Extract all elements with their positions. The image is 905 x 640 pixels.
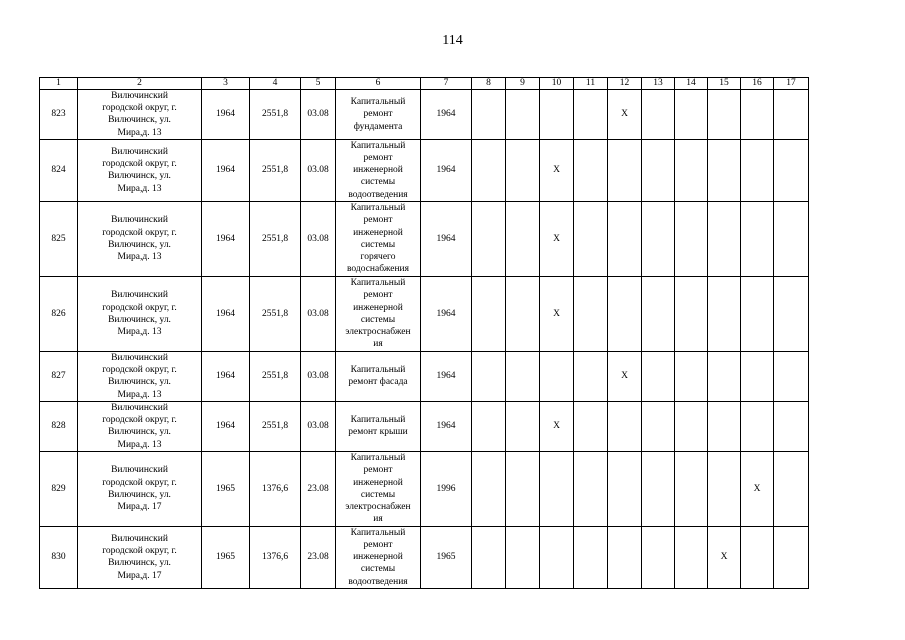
column-header: 5 xyxy=(301,78,336,90)
work-type-cell: Капитальный ремонт инженерной системы водоотведения xyxy=(336,139,421,201)
period-mark-cell xyxy=(774,201,809,276)
area-cell: 1376,6 xyxy=(250,526,301,588)
period-mark-cell xyxy=(642,90,675,140)
area-cell: 2551,8 xyxy=(250,90,301,140)
period-mark-cell xyxy=(608,401,642,451)
table-row xyxy=(40,139,809,201)
work-type-cell: Капитальный ремонт инженерной системы электроснабжен ия xyxy=(336,276,421,351)
year-cell: 1965 xyxy=(421,526,472,588)
period-mark-cell xyxy=(675,401,708,451)
period-mark-cell xyxy=(675,276,708,351)
period-mark-cell xyxy=(472,201,506,276)
column-header: 3 xyxy=(202,78,250,90)
work-type-cell: Капитальный ремонт фасада xyxy=(336,351,421,401)
code-cell: 03.08 xyxy=(301,401,336,451)
period-mark-cell xyxy=(574,276,608,351)
period-mark-cell: X xyxy=(608,90,642,140)
column-header: 8 xyxy=(472,78,506,90)
build-year-cell: 1964 xyxy=(202,90,250,140)
year-cell: 1964 xyxy=(421,401,472,451)
period-mark-cell xyxy=(774,90,809,140)
work-type-cell: Капитальный ремонт инженерной системы горячего водоснабжения xyxy=(336,201,421,276)
period-mark-cell xyxy=(574,351,608,401)
period-mark-cell xyxy=(506,451,540,526)
period-mark-cell: X xyxy=(540,201,574,276)
period-mark-cell: X xyxy=(540,139,574,201)
period-mark-cell: X xyxy=(608,351,642,401)
column-header: 2 xyxy=(78,78,202,90)
period-mark-cell xyxy=(708,201,741,276)
period-mark-cell xyxy=(774,526,809,588)
address-cell: Вилючинский городской округ, г. Вилючинск, ул. Мира,д. 13 xyxy=(78,201,202,276)
table-row xyxy=(40,276,809,351)
period-mark-cell xyxy=(472,139,506,201)
area-cell: 2551,8 xyxy=(250,401,301,451)
period-mark-cell xyxy=(675,139,708,201)
period-mark-cell xyxy=(472,451,506,526)
period-mark-cell xyxy=(608,276,642,351)
address-cell: Вилючинский городской округ, г. Вилючинск, ул. Мира,д. 13 xyxy=(78,401,202,451)
column-header: 15 xyxy=(708,78,741,90)
period-mark-cell xyxy=(708,401,741,451)
period-mark-cell xyxy=(506,526,540,588)
code-cell: 03.08 xyxy=(301,139,336,201)
table-row xyxy=(40,451,809,526)
area-cell: 2551,8 xyxy=(250,201,301,276)
code-cell: 23.08 xyxy=(301,526,336,588)
build-year-cell: 1964 xyxy=(202,351,250,401)
year-cell: 1964 xyxy=(421,139,472,201)
year-cell: 1964 xyxy=(421,276,472,351)
period-mark-cell xyxy=(540,451,574,526)
period-mark-cell xyxy=(574,526,608,588)
column-header: 7 xyxy=(421,78,472,90)
period-mark-cell xyxy=(574,90,608,140)
build-year-cell: 1964 xyxy=(202,201,250,276)
address-cell: Вилючинский городской округ, г. Вилючинск, ул. Мира,д. 13 xyxy=(78,90,202,140)
row-number-cell: 830 xyxy=(40,526,78,588)
period-mark-cell xyxy=(642,276,675,351)
build-year-cell: 1965 xyxy=(202,451,250,526)
code-cell: 03.08 xyxy=(301,351,336,401)
build-year-cell: 1964 xyxy=(202,139,250,201)
address-cell: Вилючинский городской округ, г. Вилючинск, ул. Мира,д. 17 xyxy=(78,526,202,588)
row-number-cell: 826 xyxy=(40,276,78,351)
period-mark-cell xyxy=(472,401,506,451)
period-mark-cell xyxy=(642,351,675,401)
row-number-cell: 824 xyxy=(40,139,78,201)
code-cell: 23.08 xyxy=(301,451,336,526)
period-mark-cell xyxy=(608,201,642,276)
period-mark-cell xyxy=(642,526,675,588)
year-cell: 1996 xyxy=(421,451,472,526)
area-cell: 1376,6 xyxy=(250,451,301,526)
work-type-cell: Капитальный ремонт инженерной системы водоотведения xyxy=(336,526,421,588)
row-number-cell: 829 xyxy=(40,451,78,526)
period-mark-cell xyxy=(642,139,675,201)
period-mark-cell xyxy=(774,139,809,201)
period-mark-cell xyxy=(472,90,506,140)
year-cell: 1964 xyxy=(421,90,472,140)
period-mark-cell xyxy=(574,139,608,201)
column-header: 10 xyxy=(540,78,574,90)
column-header: 12 xyxy=(608,78,642,90)
column-header: 1 xyxy=(40,78,78,90)
period-mark-cell xyxy=(675,351,708,401)
period-mark-cell xyxy=(642,451,675,526)
period-mark-cell xyxy=(540,351,574,401)
period-mark-cell xyxy=(741,139,774,201)
table-row xyxy=(40,90,809,140)
period-mark-cell xyxy=(708,139,741,201)
period-mark-cell xyxy=(506,90,540,140)
period-mark-cell xyxy=(642,401,675,451)
work-type-cell: Капитальный ремонт фундамента xyxy=(336,90,421,140)
column-header: 6 xyxy=(336,78,421,90)
period-mark-cell xyxy=(741,401,774,451)
row-number-cell: 825 xyxy=(40,201,78,276)
column-header: 13 xyxy=(642,78,675,90)
build-year-cell: 1964 xyxy=(202,276,250,351)
period-mark-cell xyxy=(472,526,506,588)
period-mark-cell xyxy=(741,526,774,588)
period-mark-cell xyxy=(608,526,642,588)
period-mark-cell xyxy=(774,451,809,526)
period-mark-cell: X xyxy=(540,276,574,351)
address-cell: Вилючинский городской округ, г. Вилючинск, ул. Мира,д. 13 xyxy=(78,351,202,401)
table-row xyxy=(40,401,809,451)
period-mark-cell xyxy=(708,90,741,140)
period-mark-cell xyxy=(506,351,540,401)
period-mark-cell xyxy=(708,276,741,351)
table-row xyxy=(40,526,809,588)
period-mark-cell xyxy=(472,276,506,351)
period-mark-cell xyxy=(506,401,540,451)
period-mark-cell xyxy=(741,351,774,401)
column-header: 16 xyxy=(741,78,774,90)
period-mark-cell xyxy=(574,401,608,451)
area-cell: 2551,8 xyxy=(250,276,301,351)
row-number-cell: 828 xyxy=(40,401,78,451)
period-mark-cell xyxy=(675,90,708,140)
column-header: 11 xyxy=(574,78,608,90)
period-mark-cell xyxy=(774,401,809,451)
period-mark-cell xyxy=(540,90,574,140)
period-mark-cell xyxy=(506,276,540,351)
row-number-cell: 823 xyxy=(40,90,78,140)
period-mark-cell xyxy=(741,201,774,276)
period-mark-cell xyxy=(574,451,608,526)
year-cell: 1964 xyxy=(421,351,472,401)
period-mark-cell xyxy=(675,201,708,276)
address-cell: Вилючинский городской округ, г. Вилючинск, ул. Мира,д. 13 xyxy=(78,139,202,201)
code-cell: 03.08 xyxy=(301,276,336,351)
work-type-cell: Капитальный ремонт инженерной системы электроснабжен ия xyxy=(336,451,421,526)
build-year-cell: 1965 xyxy=(202,526,250,588)
period-mark-cell: X xyxy=(540,401,574,451)
area-cell: 2551,8 xyxy=(250,351,301,401)
code-cell: 03.08 xyxy=(301,201,336,276)
year-cell: 1964 xyxy=(421,201,472,276)
period-mark-cell xyxy=(708,351,741,401)
period-mark-cell xyxy=(506,201,540,276)
build-year-cell: 1964 xyxy=(202,401,250,451)
work-type-cell: Капитальный ремонт крыши xyxy=(336,401,421,451)
address-cell: Вилючинский городской округ, г. Вилючинск, ул. Мира,д. 17 xyxy=(78,451,202,526)
period-mark-cell xyxy=(675,451,708,526)
period-mark-cell xyxy=(708,451,741,526)
page-number: 114 xyxy=(442,33,463,48)
column-header-row xyxy=(40,78,809,90)
period-mark-cell xyxy=(774,351,809,401)
period-mark-cell xyxy=(741,276,774,351)
period-mark-cell: X xyxy=(741,451,774,526)
table-row xyxy=(40,351,809,401)
column-header: 17 xyxy=(774,78,809,90)
period-mark-cell xyxy=(608,139,642,201)
period-mark-cell xyxy=(642,201,675,276)
code-cell: 03.08 xyxy=(301,90,336,140)
period-mark-cell xyxy=(608,451,642,526)
period-mark-cell xyxy=(540,526,574,588)
area-cell: 2551,8 xyxy=(250,139,301,201)
column-header: 14 xyxy=(675,78,708,90)
column-header: 4 xyxy=(250,78,301,90)
period-mark-cell xyxy=(472,351,506,401)
period-mark-cell xyxy=(741,90,774,140)
period-mark-cell xyxy=(506,139,540,201)
period-mark-cell xyxy=(675,526,708,588)
address-cell: Вилючинский городской округ, г. Вилючинск, ул. Мира,д. 13 xyxy=(78,276,202,351)
row-number-cell: 827 xyxy=(40,351,78,401)
period-mark-cell: X xyxy=(708,526,741,588)
repair-schedule-table xyxy=(39,77,809,589)
period-mark-cell xyxy=(574,201,608,276)
column-header: 9 xyxy=(506,78,540,90)
period-mark-cell xyxy=(774,276,809,351)
table-row xyxy=(40,201,809,276)
